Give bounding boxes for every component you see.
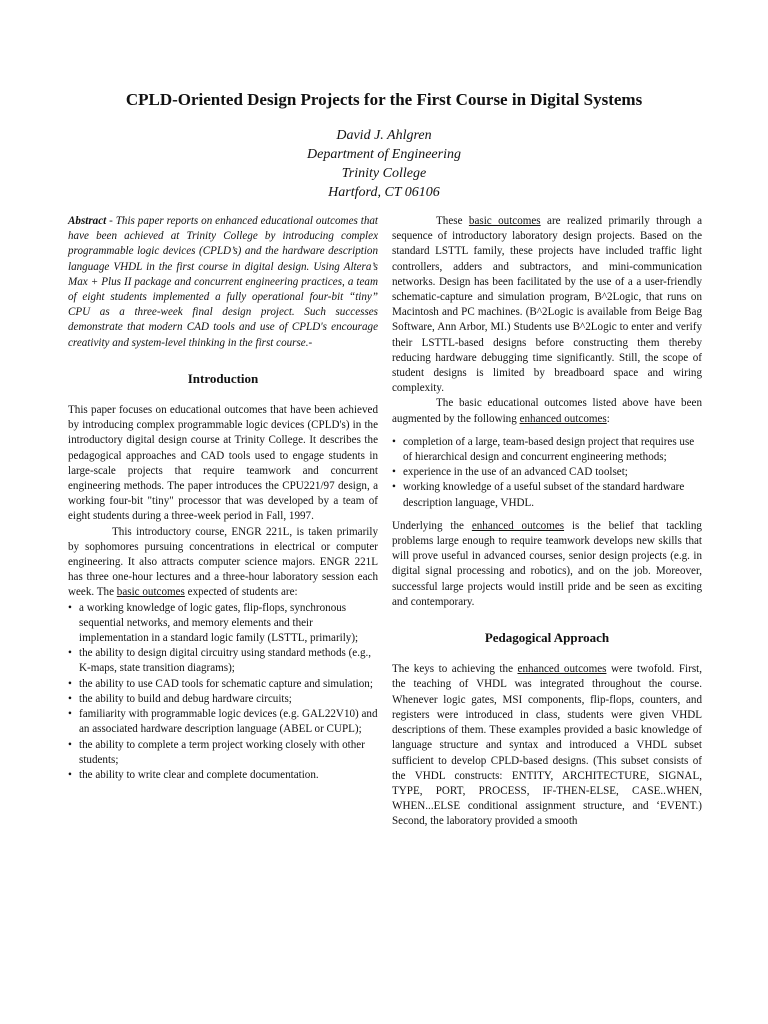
author-block [184, 126, 584, 202]
intro-paragraph-1: This paper focuses on educational outcomes that have been achieved by introducing complex programmable logic devices (CPLD's) in the introductory digital design course at Trinity College. It describes the pedagogical approaches and CAD tools used to engage students in large-scale projects that require teamwork and concurrent engineering methods. The paper introduces the CPU221/97 design, a working four-bit "tiny" processor that was developed by a team of eight students during a three-week period in Fall, 1997. [68, 404, 378, 523]
author-department: Department of Engineering [307, 147, 461, 162]
list-item: • the ability to complete a term project working closely with other students; [68, 738, 378, 768]
list-item: • completion of a large, team-based design project that requires use of hierarchical design and concurrent engineering methods; [392, 435, 702, 465]
pedagogical-approach-heading: Pedagogical Approach [484, 630, 610, 646]
list-item: • the ability to write clear and complete documentation. [68, 768, 378, 783]
abstract [68, 214, 378, 351]
enhanced-outcomes-term: enhanced outcomes [517, 663, 607, 676]
list-item: • working knowledge of a useful subset of the standard hardware description language, VHDL. [392, 480, 702, 510]
author-name: David J. Ahlgren [336, 128, 432, 143]
right-paragraph-2: The basic educational outcomes listed above have been augmented by the following enhanced outcomes: [392, 397, 702, 425]
list-item: • a working knowledge of logic gates, flip-flops, synchronous sequential networks, and memory elements and their implementation in a standard logic family (LSTTL, primarily); [68, 601, 378, 647]
enhanced-outcomes-term: enhanced outcomes [471, 519, 565, 532]
list-item: • experience in the use of an advanced CAD toolset; [392, 465, 702, 480]
abstract-text: - This paper reports on enhanced educational outcomes that have been achieved at Trinity College by introducing complex programmable logic devices (CPLD’s) and the hardware description language VHDL in the first course in digital design. Using Altera’s Max + Plus II package and concurrent engineering practices, a team of eight students implemented a fully operational four-bit “tiny” CPU as a three-week final design project. Such successes demonstrate that modern CAD tools and use of CPLD's encourage creativity and system-level thinking in the first course.- [68, 215, 378, 349]
author-institution: Trinity College [341, 166, 427, 181]
basic-outcomes-list [68, 601, 378, 783]
basic-outcomes-term: basic outcomes [468, 215, 541, 227]
enhanced-outcomes-term: enhanced outcomes [519, 412, 607, 425]
author-location: Hartford, CT 06106 [328, 185, 440, 200]
list-item: • the ability to design digital circuitry using standard methods (e.g., K-maps, state transition diagrams); [68, 646, 378, 676]
intro-paragraph-2: This introductory course, ENGR 221L, is taken primarily by sophomores pursuing concentrations in electrical or computer engineering. It also attracts computer science majors. ENGR 221L has three one-hour lectures and a three-hour laboratory session each week. The basic outcomes expected of students are: [68, 525, 378, 599]
basic-outcomes-term: basic outcomes [116, 586, 185, 599]
list-item: • the ability to build and debug hardware circuits; [68, 692, 378, 707]
list-item: • familiarity with programmable logic devices (e.g. GAL22V10) and an associated hardware description language (ABEL or CUPL); [68, 707, 378, 737]
right-paragraph-1: These basic outcomes are realized primarily through a sequence of introductory laboratory design projects. Based on the standard LSTTL family, these projects have included traffic light controllers, adders and subtractors, and mini-communication networks. Design has been facilitated by the use of a a user-friendly schematic-capture and simulation program, B^2Logic, that runs on Macintosh and PC machines. (B^2Logic is available from Beige Bag Software, Ann Arbor, MI.) Students use B^2Logic to enter and verify their LSTTL-based designs before constructing them thereby reducing hardware debugging time significantly. Still, the scope of student designs is limited by breadboard space and wiring complexity. [392, 215, 702, 395]
paper-title: CPLD-Oriented Design Projects for the First Course in Digital Systems [125, 90, 643, 109]
right-column [392, 214, 702, 830]
abstract-label: Abstract [68, 215, 107, 227]
enhanced-outcomes-list [392, 435, 702, 511]
introduction-heading: Introduction [187, 370, 259, 386]
right-paragraph-4: The keys to achieving the enhanced outcomes were twofold. First, the teaching of VHDL was integrated throughout the course. Whenever logic gates, MSI components, flip-flops, counters, and registers were introduced in class, students were given VHDL descriptions of them. These examples provided a basic knowledge of language structure and syntax and introduced a VHDL subset sufficient to develop CPLD-based designs. (This subset consists of the VHDL constructs: ENTITY, ARCHITECTURE, SIGNAL, TYPE, PORT, PROCESS, IF-THEN-ELSE, CASE..WHEN, WHEN...ELSE conditional assignment structure, and ‘EVENT.) Second, the laboratory provided a smooth [392, 663, 702, 828]
left-column [68, 214, 378, 783]
list-item: • the ability to use CAD tools for schematic capture and simulation; [68, 677, 378, 692]
right-paragraph-3: Underlying the enhanced outcomes is the belief that tackling problems large enough to require teamwork develops new skills that will prove useful in advanced courses, senior design projects (e.g. in digital signal processing and robotics), and on the job. Moreover, successful large projects would instill pride and be seen as exciting and contemporary. [392, 519, 702, 608]
